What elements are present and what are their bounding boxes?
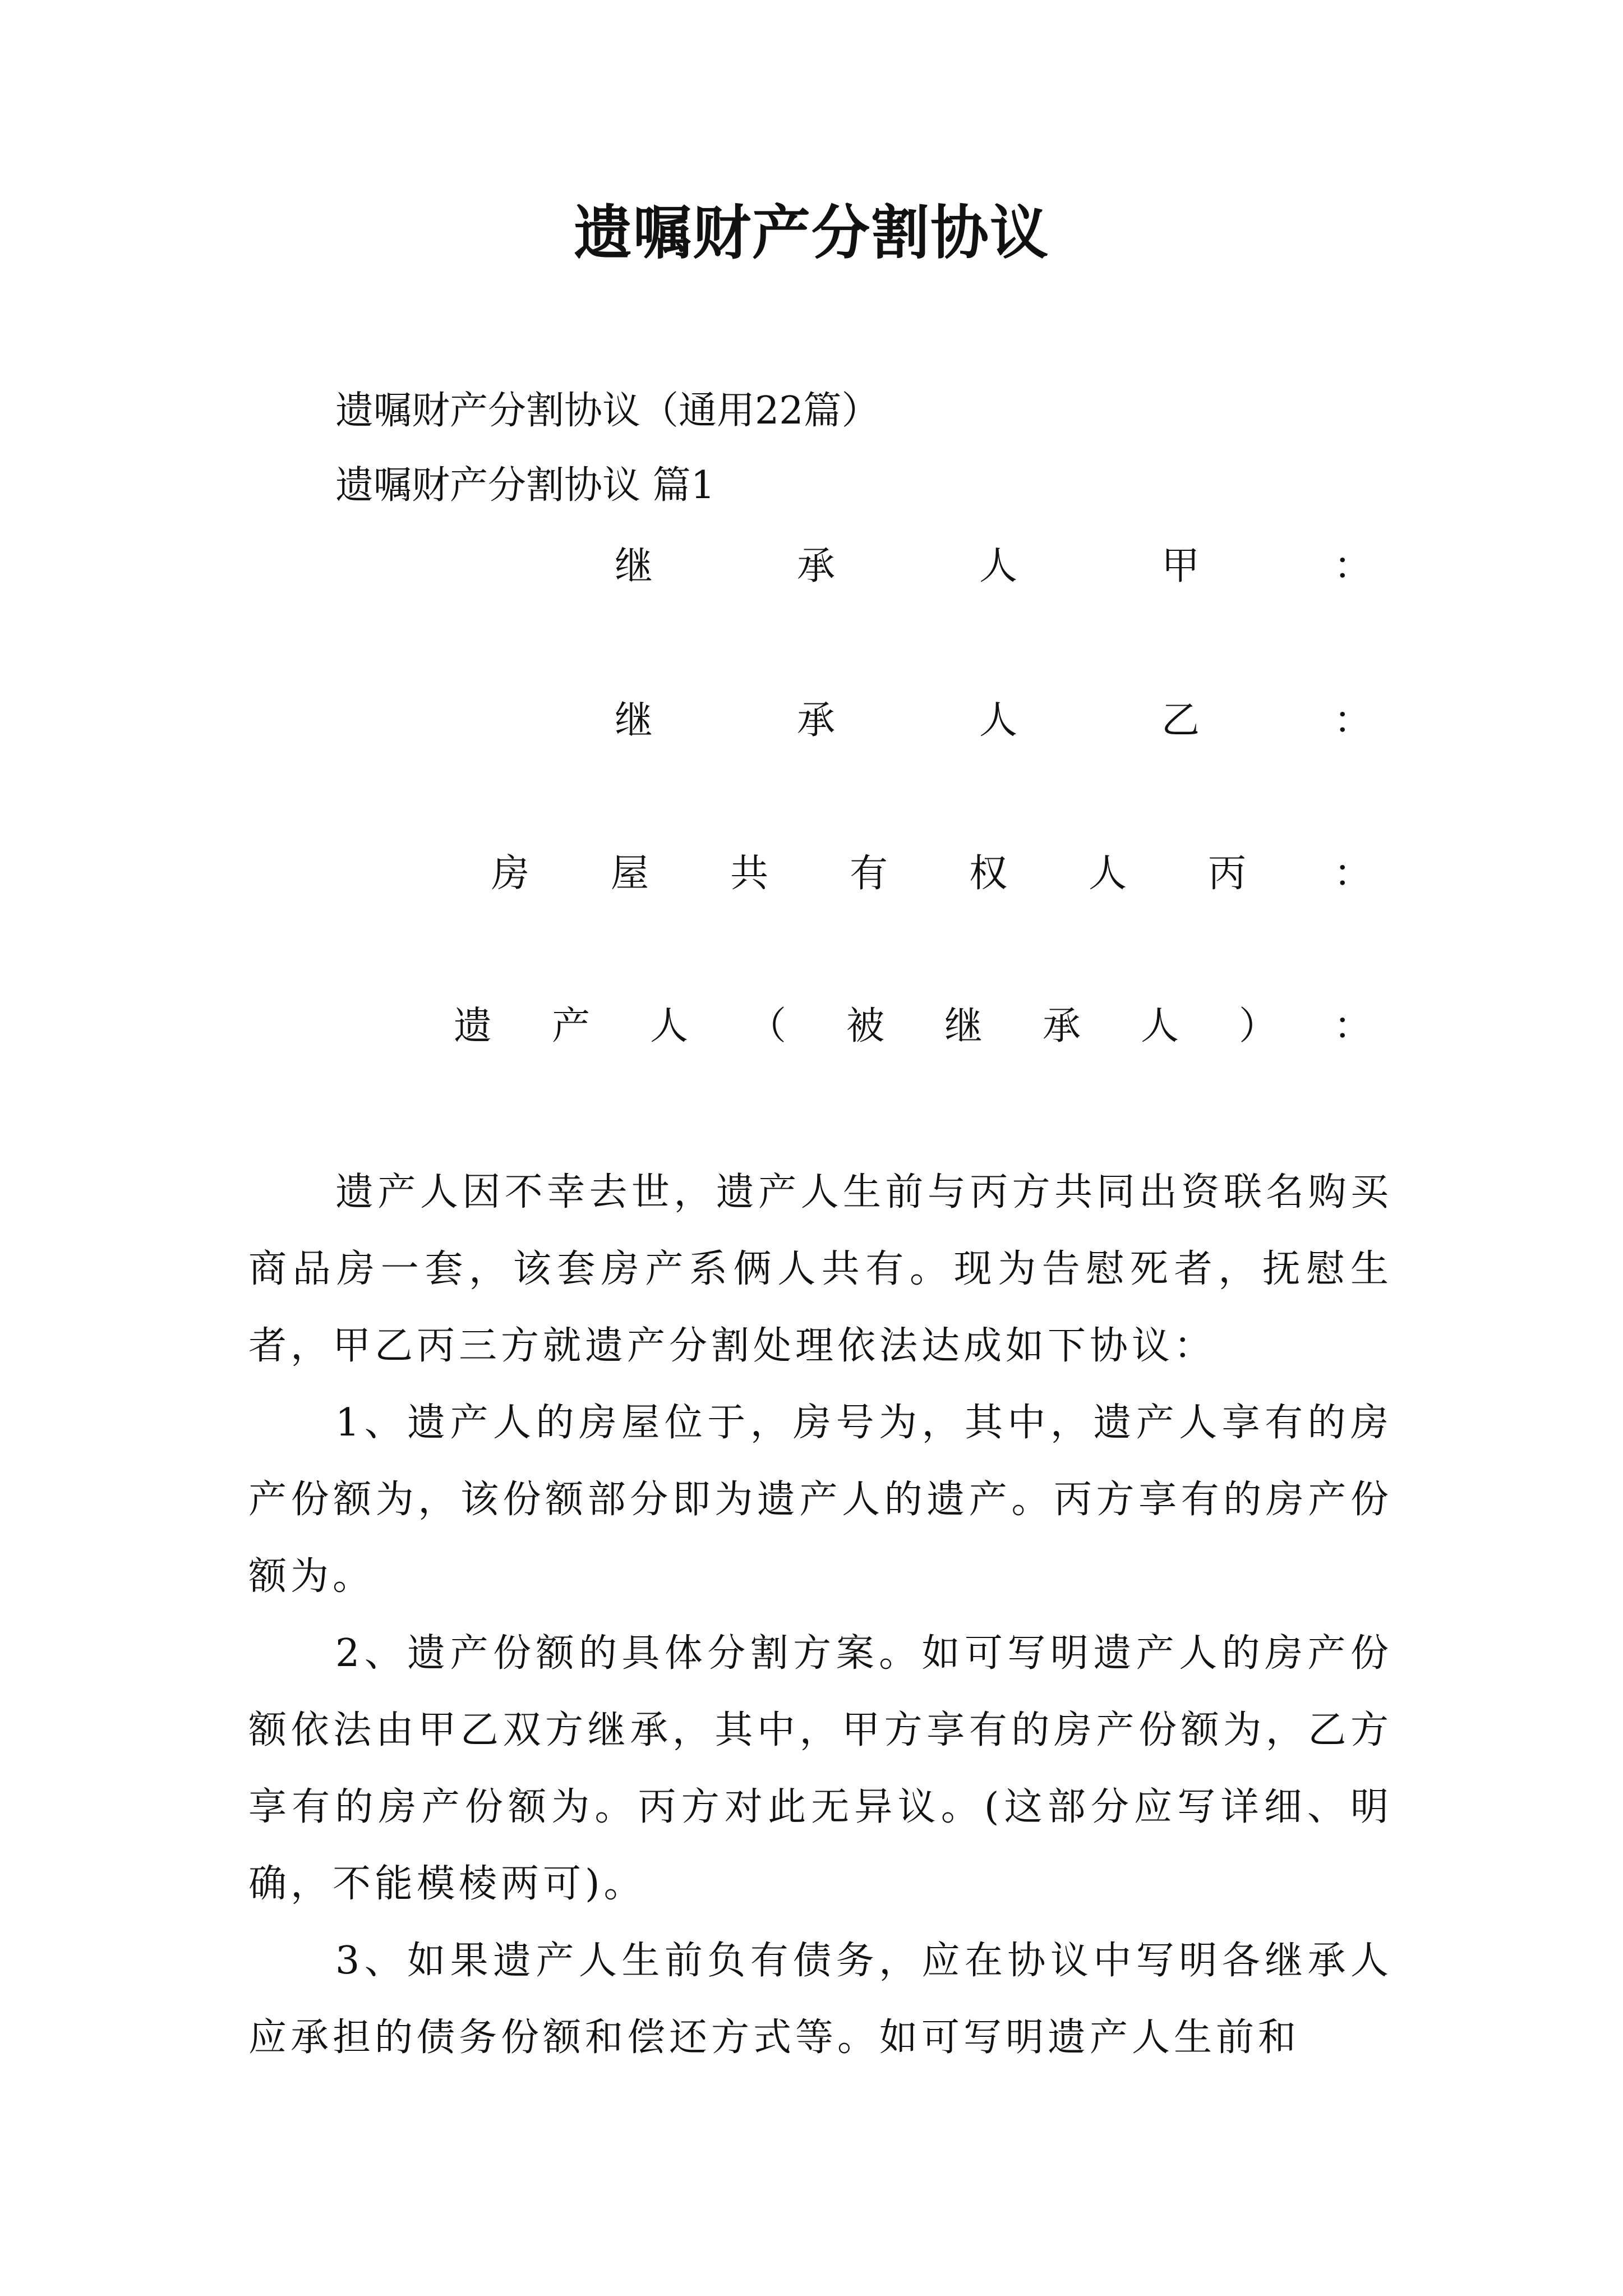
party-a-char: 甲 (1161, 544, 1200, 588)
decedent-char: 人 (1140, 1004, 1179, 1048)
document-subtitle: 遗嘱财产分割协议（通用22篇） (335, 389, 880, 433)
decedent-char: 遗 (453, 1004, 492, 1048)
decedent-char: 被 (846, 1004, 884, 1048)
document-title: 遗嘱财产分割协议 (573, 198, 1049, 267)
party-c-char: 屋 (610, 852, 649, 896)
party-c-char: ： (1333, 852, 1372, 896)
decedent-char: 人 (649, 1004, 688, 1048)
decedent-char: ： (1333, 1004, 1372, 1048)
party-c-char: 人 (1088, 852, 1127, 896)
party-a-char: ： (1333, 544, 1372, 588)
paragraph-clause-1: 1、遗产人的房屋位于，房号为，其中，遗产人享有的房产份额为，该份额部分即为遗产人的遗产。丙方享有的房产份额为。 (248, 1401, 1393, 1599)
party-b-char: 承 (796, 698, 835, 743)
party-c-char: 有 (849, 852, 888, 896)
party-b-char: 乙 (1161, 698, 1200, 743)
party-line-c (0, 846, 1623, 902)
decedent-char: 继 (944, 1004, 983, 1048)
party-line-b (0, 693, 1623, 749)
decedent-char: ） (1238, 1004, 1277, 1048)
paragraph-clause-2: 2、遗产份额的具体分割方案。如可写明遗产人的房产份额依法由甲乙双方继承，其中，甲方享有的房产份额为，乙方享有的房产份额为。丙方对此无异议。(这部分应写详细、明确，不能模棱两可)。 (248, 1631, 1393, 1906)
paragraph-clause-3: 3、如果遗产人生前负有债务，应在协议中写明各继承人应承担的债务份额和偿还方式等。如可写明遗产人生前和 (248, 1939, 1393, 2060)
party-c-char: 权 (969, 852, 1007, 896)
party-a-char: 人 (979, 544, 1017, 588)
paragraph-intro: 遗产人因不幸去世，遗产人生前与丙方共同出资联名购买商品房一套，该套房产系俩人共有。现为告慰死者，抚慰生者，甲乙丙三方就遗产分割处理依法达成如下协议： (248, 1170, 1393, 1368)
party-b-char: ： (1333, 698, 1372, 743)
decedent-char: 产 (551, 1004, 590, 1048)
party-b-char: 继 (614, 698, 653, 743)
decedent-char: 承 (1042, 1004, 1081, 1048)
party-line-a (0, 539, 1623, 595)
section-heading: 遗嘱财产分割协议 篇1 (335, 463, 715, 508)
party-a-char: 继 (614, 544, 653, 588)
party-c-char: 丙 (1207, 852, 1246, 896)
party-b-char: 人 (979, 698, 1017, 743)
party-c-char: 共 (730, 852, 768, 896)
party-line-decedent (0, 999, 1623, 1055)
party-a-char: 承 (796, 544, 835, 588)
party-c-char: 房 (491, 852, 529, 896)
decedent-char: （ (748, 1004, 786, 1048)
